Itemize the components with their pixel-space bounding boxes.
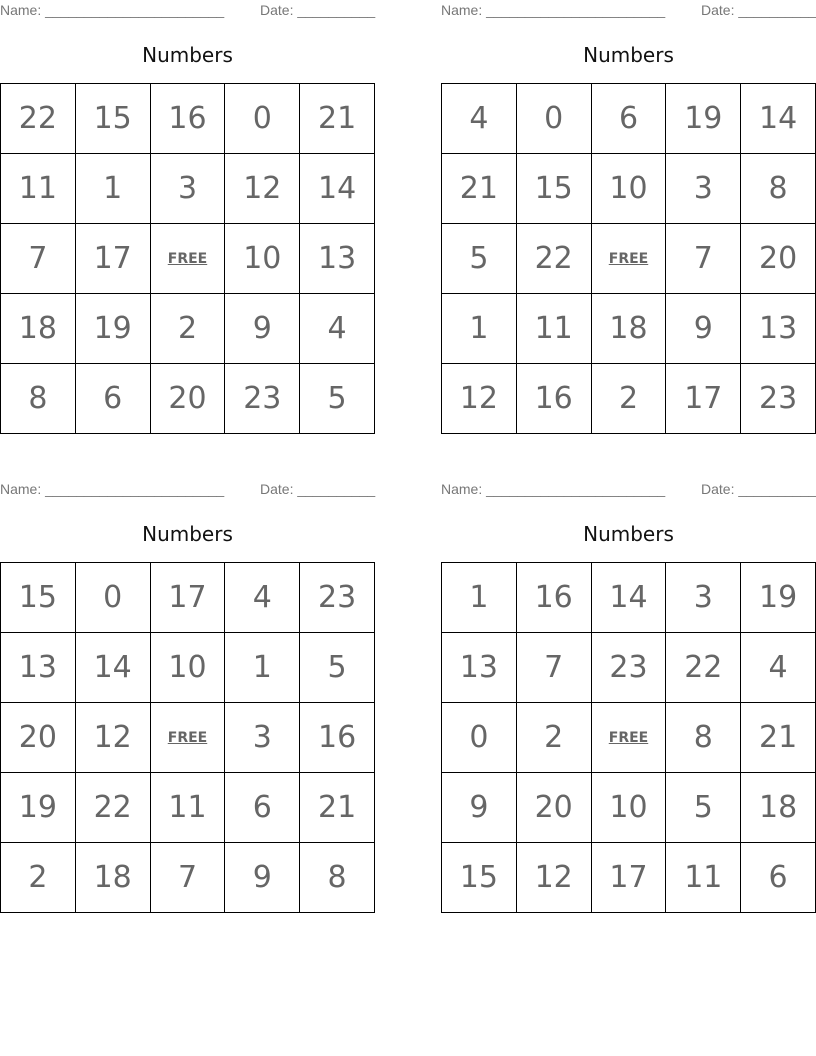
bingo-cell: 14 [741,84,816,154]
bingo-cell: 16 [300,703,375,773]
bingo-cell: 20 [741,224,816,294]
bingo-cell: 3 [666,154,741,224]
bingo-cell: 11 [1,154,76,224]
bingo-cell: 16 [517,364,592,434]
free-space-cell: FREE [151,224,226,294]
card-title: Numbers [583,43,674,67]
bingo-cell: 0 [225,84,300,154]
bingo-cell: 1 [225,633,300,703]
bingo-cell: 16 [151,84,226,154]
bingo-cell: 13 [741,294,816,364]
bingo-cell: 13 [442,633,517,703]
bingo-cell: 19 [76,294,151,364]
date-field-label: Date: __________ [701,2,816,18]
bingo-cell: 1 [442,294,517,364]
bingo-cell: 6 [225,773,300,843]
bingo-cell: 21 [741,703,816,773]
bingo-cell: 3 [225,703,300,773]
bingo-cell: 2 [517,703,592,773]
bingo-cell: 18 [1,294,76,364]
bingo-cell: 19 [1,773,76,843]
name-field-label: Name: _______________________ [0,481,225,497]
bingo-cell: 11 [517,294,592,364]
name-field-label: Name: _______________________ [0,2,225,18]
bingo-cell: 0 [76,563,151,633]
bingo-cell: 22 [1,84,76,154]
bingo-cell: 10 [225,224,300,294]
card-title: Numbers [583,522,674,546]
bingo-cell: 19 [666,84,741,154]
bingo-cell: 4 [225,563,300,633]
bingo-cell: 16 [517,563,592,633]
bingo-cell: 15 [442,843,517,913]
free-space-cell: FREE [592,703,667,773]
bingo-card [441,479,816,913]
bingo-cell: 10 [151,633,226,703]
bingo-cell: 17 [666,364,741,434]
card-title: Numbers [142,43,233,67]
bingo-cell: 9 [666,294,741,364]
name-field-label: Name: _______________________ [441,481,666,497]
bingo-cell: 12 [517,843,592,913]
bingo-cell: 15 [517,154,592,224]
bingo-cell: 17 [592,843,667,913]
date-field-label: Date: __________ [260,481,376,497]
bingo-cell: 3 [151,154,226,224]
bingo-cell: 0 [517,84,592,154]
bingo-cell: 6 [592,84,667,154]
card-header-fields [0,481,375,499]
bingo-cell: 7 [517,633,592,703]
bingo-cell: 12 [442,364,517,434]
bingo-cell: 23 [741,364,816,434]
bingo-cell: 4 [442,84,517,154]
bingo-grid [0,83,375,434]
bingo-cell: 6 [741,843,816,913]
bingo-cell: 8 [666,703,741,773]
free-space-cell: FREE [151,703,226,773]
card-header-fields [441,2,816,20]
bingo-cell: 14 [592,563,667,633]
bingo-cell: 9 [442,773,517,843]
card-header-fields [441,481,816,499]
bingo-cell: 18 [76,843,151,913]
bingo-cell: 5 [442,224,517,294]
bingo-cell: 4 [741,633,816,703]
name-field-label: Name: _______________________ [441,2,666,18]
bingo-grid [0,562,375,913]
bingo-cell: 20 [151,364,226,434]
bingo-cell: 17 [151,563,226,633]
bingo-cell: 4 [300,294,375,364]
bingo-cell: 13 [300,224,375,294]
bingo-cell: 11 [666,843,741,913]
bingo-cell: 2 [592,364,667,434]
bingo-grid [441,83,816,434]
bingo-cell: 12 [225,154,300,224]
bingo-cell: 17 [76,224,151,294]
bingo-cell: 0 [442,703,517,773]
bingo-cell: 10 [592,773,667,843]
bingo-cell: 11 [151,773,226,843]
bingo-cell: 3 [666,563,741,633]
bingo-cell: 23 [225,364,300,434]
bingo-cell: 20 [517,773,592,843]
bingo-cell: 15 [76,84,151,154]
date-field-label: Date: __________ [701,481,816,497]
bingo-cell: 1 [442,563,517,633]
bingo-cell: 8 [1,364,76,434]
bingo-cell: 7 [151,843,226,913]
bingo-cell: 1 [76,154,151,224]
bingo-cell: 23 [592,633,667,703]
bingo-cell: 9 [225,843,300,913]
bingo-cell: 10 [592,154,667,224]
bingo-cell: 21 [442,154,517,224]
bingo-cell: 18 [592,294,667,364]
bingo-card [0,479,375,913]
bingo-cell: 9 [225,294,300,364]
bingo-cell: 15 [1,563,76,633]
free-space-cell: FREE [592,224,667,294]
bingo-cell: 2 [1,843,76,913]
date-field-label: Date: __________ [260,2,376,18]
bingo-cell: 7 [1,224,76,294]
bingo-cell: 5 [300,633,375,703]
bingo-cell: 19 [741,563,816,633]
bingo-cell: 8 [741,154,816,224]
bingo-card [441,0,816,434]
bingo-cell: 8 [300,843,375,913]
card-title: Numbers [142,522,233,546]
bingo-cell: 6 [76,364,151,434]
bingo-cell: 7 [666,224,741,294]
bingo-cell: 22 [517,224,592,294]
bingo-cell: 5 [666,773,741,843]
bingo-grid [441,562,816,913]
bingo-cell: 22 [666,633,741,703]
bingo-cell: 2 [151,294,226,364]
bingo-cell: 21 [300,84,375,154]
bingo-cell: 14 [300,154,375,224]
bingo-cell: 14 [76,633,151,703]
bingo-cell: 12 [76,703,151,773]
bingo-cell: 18 [741,773,816,843]
bingo-cell: 20 [1,703,76,773]
card-header-fields [0,2,375,20]
bingo-cell: 23 [300,563,375,633]
bingo-cell: 13 [1,633,76,703]
bingo-cell: 5 [300,364,375,434]
bingo-cell: 21 [300,773,375,843]
bingo-card [0,0,375,434]
bingo-cell: 22 [76,773,151,843]
